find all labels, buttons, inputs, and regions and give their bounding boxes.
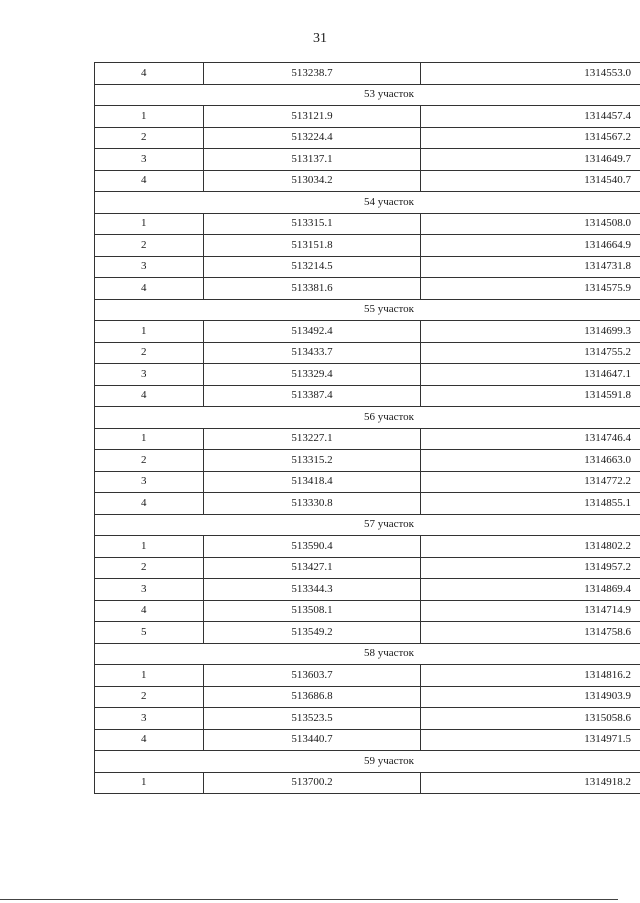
y-coordinate-cell: 1314731.8 [421,256,640,278]
x-coordinate-cell: 513433.7 [204,342,421,364]
section-header-row [95,407,640,429]
point-number-cell: 4 [95,729,204,751]
x-coordinate-cell: 513238.7 [204,63,421,85]
y-coordinate-cell: 1314553.0 [421,63,640,85]
y-coordinate-cell: 1314816.2 [421,665,640,687]
point-row [95,149,640,171]
x-coordinate-cell: 513387.4 [204,385,421,407]
point-row [95,686,640,708]
point-row [95,772,640,794]
point-row [95,428,640,450]
point-row [95,235,640,257]
x-coordinate-cell: 513315.1 [204,213,421,235]
y-coordinate-cell: 1314957.2 [421,557,640,579]
x-coordinate-cell: 513330.8 [204,493,421,515]
x-coordinate-cell: 513523.5 [204,708,421,730]
point-row [95,127,640,149]
point-row [95,579,640,601]
point-row [95,600,640,622]
point-number-cell: 4 [95,600,204,622]
x-coordinate-cell: 513590.4 [204,536,421,558]
y-coordinate-cell: 1314567.2 [421,127,640,149]
point-row [95,729,640,751]
y-coordinate-cell: 1314591.8 [421,385,640,407]
section-label: 57 участок [95,514,640,536]
y-coordinate-cell: 1314714.9 [421,600,640,622]
point-row [95,450,640,472]
point-number-cell: 1 [95,772,204,794]
footer-rule [0,899,618,900]
coordinates-table [94,62,640,794]
section-header-row [95,751,640,773]
point-number-cell: 1 [95,536,204,558]
y-coordinate-cell: 1314540.7 [421,170,640,192]
x-coordinate-cell: 513329.4 [204,364,421,386]
point-number-cell: 1 [95,428,204,450]
y-coordinate-cell: 1314903.9 [421,686,640,708]
section-label: 53 участок [95,84,640,106]
y-coordinate-cell: 1314649.7 [421,149,640,171]
point-number-cell: 2 [95,686,204,708]
point-number-cell: 4 [95,385,204,407]
point-row [95,213,640,235]
x-coordinate-cell: 513034.2 [204,170,421,192]
x-coordinate-cell: 513549.2 [204,622,421,644]
point-number-cell: 1 [95,213,204,235]
point-row [95,471,640,493]
y-coordinate-cell: 1314755.2 [421,342,640,364]
section-header-row [95,643,640,665]
x-coordinate-cell: 513151.8 [204,235,421,257]
x-coordinate-cell: 513344.3 [204,579,421,601]
point-number-cell: 3 [95,149,204,171]
y-coordinate-cell: 1314869.4 [421,579,640,601]
point-row [95,364,640,386]
section-header-row [95,299,640,321]
section-label: 59 участок [95,751,640,773]
point-number-cell: 1 [95,106,204,128]
point-number-cell: 1 [95,665,204,687]
y-coordinate-cell: 1314664.9 [421,235,640,257]
x-coordinate-cell: 513137.1 [204,149,421,171]
coordinates-table-body [95,63,640,794]
x-coordinate-cell: 513214.5 [204,256,421,278]
point-row [95,342,640,364]
point-row [95,63,640,85]
point-number-cell: 3 [95,708,204,730]
x-coordinate-cell: 513440.7 [204,729,421,751]
point-row [95,385,640,407]
y-coordinate-cell: 1314802.2 [421,536,640,558]
point-row [95,708,640,730]
y-coordinate-cell: 1314971.5 [421,729,640,751]
point-row [95,493,640,515]
x-coordinate-cell: 513492.4 [204,321,421,343]
section-label: 54 участок [95,192,640,214]
section-header-row [95,192,640,214]
y-coordinate-cell: 1314918.2 [421,772,640,794]
x-coordinate-cell: 513227.1 [204,428,421,450]
point-row [95,622,640,644]
page-number: 31 [313,31,327,46]
point-number-cell: 5 [95,622,204,644]
x-coordinate-cell: 513381.6 [204,278,421,300]
point-number-cell: 2 [95,342,204,364]
point-number-cell: 4 [95,63,204,85]
x-coordinate-cell: 513224.4 [204,127,421,149]
point-row [95,106,640,128]
y-coordinate-cell: 1314663.0 [421,450,640,472]
y-coordinate-cell: 1314746.4 [421,428,640,450]
point-number-cell: 3 [95,364,204,386]
y-coordinate-cell: 1314457.4 [421,106,640,128]
point-row [95,321,640,343]
y-coordinate-cell: 1314575.9 [421,278,640,300]
y-coordinate-cell: 1314508.0 [421,213,640,235]
point-row [95,278,640,300]
section-label: 56 участок [95,407,640,429]
x-coordinate-cell: 513418.4 [204,471,421,493]
point-number-cell: 4 [95,278,204,300]
point-number-cell: 4 [95,170,204,192]
y-coordinate-cell: 1314699.3 [421,321,640,343]
point-row [95,170,640,192]
section-label: 55 участок [95,299,640,321]
y-coordinate-cell: 1314855.1 [421,493,640,515]
y-coordinate-cell: 1314758.6 [421,622,640,644]
y-coordinate-cell: 1314772.2 [421,471,640,493]
section-label: 58 участок [95,643,640,665]
y-coordinate-cell: 1314647.1 [421,364,640,386]
point-number-cell: 3 [95,579,204,601]
x-coordinate-cell: 513315.2 [204,450,421,472]
section-header-row [95,84,640,106]
point-number-cell: 2 [95,450,204,472]
point-number-cell: 4 [95,493,204,515]
point-row [95,665,640,687]
section-header-row [95,514,640,536]
x-coordinate-cell: 513121.9 [204,106,421,128]
point-number-cell: 2 [95,127,204,149]
x-coordinate-cell: 513427.1 [204,557,421,579]
x-coordinate-cell: 513603.7 [204,665,421,687]
x-coordinate-cell: 513686.8 [204,686,421,708]
point-number-cell: 3 [95,256,204,278]
point-number-cell: 1 [95,321,204,343]
point-number-cell: 2 [95,557,204,579]
y-coordinate-cell: 1315058.6 [421,708,640,730]
point-number-cell: 3 [95,471,204,493]
point-number-cell: 2 [95,235,204,257]
x-coordinate-cell: 513508.1 [204,600,421,622]
point-row [95,557,640,579]
x-coordinate-cell: 513700.2 [204,772,421,794]
point-row [95,256,640,278]
point-row [95,536,640,558]
